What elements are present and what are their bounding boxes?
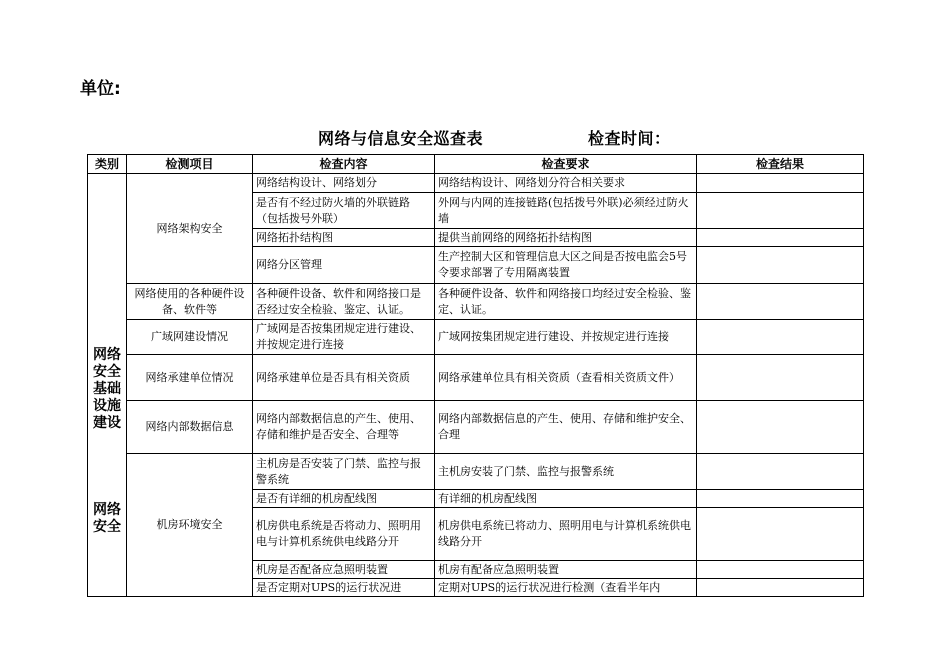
item-hardware-software: 网络使用的各种硬件设备、软件等	[127, 284, 253, 320]
item-contractor: 网络承建单位情况	[127, 355, 253, 401]
requirement-cell: 定期对UPS的运行状况进行检测（查看半年内	[435, 579, 697, 597]
column-header-item: 检测项目	[127, 155, 253, 174]
column-header-content: 检查内容	[253, 155, 435, 174]
content-cell: 网络内部数据信息的产生、使用、存储和维护是否安全、合理等	[253, 401, 435, 454]
result-cell[interactable]	[697, 561, 864, 579]
result-cell[interactable]	[697, 174, 864, 193]
requirement-cell: 网络内部数据信息的产生、使用、存储和维护安全、合理	[435, 401, 697, 454]
result-cell[interactable]	[697, 355, 864, 401]
requirement-cell: 生产控制大区和管理信息大区之间是否按电监会5号令要求部署了专用隔离装置	[435, 247, 697, 284]
result-cell[interactable]	[697, 508, 864, 561]
result-cell[interactable]	[697, 229, 864, 247]
document-title: 网络与信息安全巡查表	[318, 129, 484, 148]
table-row	[88, 355, 864, 401]
result-cell[interactable]	[697, 320, 864, 355]
content-cell: 是否定期对UPS的运行状况进	[253, 579, 435, 597]
item-network-architecture: 网络架构安全	[127, 174, 253, 284]
requirement-cell: 机房有配备应急照明装置	[435, 561, 697, 579]
content-cell: 网络结构设计、网络划分	[253, 174, 435, 193]
requirement-cell: 网络承建单位具有相关资质（查看相关资质文件）	[435, 355, 697, 401]
content-cell: 网络承建单位是否具有相关资质	[253, 355, 435, 401]
table-header-row	[88, 155, 864, 174]
content-cell: 网络拓扑结构图	[253, 229, 435, 247]
content-cell: 是否有详细的机房配线图	[253, 490, 435, 508]
item-machine-room: 机房环境安全	[127, 454, 253, 597]
content-cell: 是否有不经过防火墙的外联链路（包括拨号外联）	[253, 193, 435, 229]
requirement-cell: 主机房安装了门禁、监控与报警系统	[435, 454, 697, 490]
requirement-cell: 外网与内网的连接链路(包括拨号外联)必须经过防火墙	[435, 193, 697, 229]
category-cell	[88, 174, 127, 597]
content-cell: 各种硬件设备、软件和网络接口是否经过安全检验、鉴定、认证。	[253, 284, 435, 320]
category-network-security: 网络安全	[93, 501, 121, 535]
item-internal-data: 网络内部数据信息	[127, 401, 253, 454]
inspection-table	[87, 154, 864, 597]
requirement-cell: 网络结构设计、网络划分符合相关要求	[435, 174, 697, 193]
requirement-cell: 提供当前网络的网络拓扑结构图	[435, 229, 697, 247]
table-row	[88, 284, 864, 320]
requirement-cell: 广域网按集团规定进行建设、并按规定进行连接	[435, 320, 697, 355]
content-cell: 网络分区管理	[253, 247, 435, 284]
unit-label: 单位:	[80, 79, 121, 99]
content-cell: 广域网是否按集团规定进行建设、并按规定进行连接	[253, 320, 435, 355]
table-row	[88, 320, 864, 355]
category-infrastructure: 网络安全基础设施建设	[93, 346, 121, 431]
table-row	[88, 174, 864, 193]
result-cell[interactable]	[697, 247, 864, 284]
content-cell: 机房是否配备应急照明装置	[253, 561, 435, 579]
result-cell[interactable]	[697, 401, 864, 454]
column-header-result: 检查结果	[697, 155, 864, 174]
table-row	[88, 454, 864, 490]
result-cell[interactable]	[697, 193, 864, 229]
content-cell: 主机房是否安装了门禁、监控与报警系统	[253, 454, 435, 490]
result-cell[interactable]	[697, 490, 864, 508]
result-cell[interactable]	[697, 454, 864, 490]
column-header-category: 类别	[88, 155, 127, 174]
requirement-cell: 有详细的机房配线图	[435, 490, 697, 508]
requirement-cell: 各种硬件设备、软件和网络接口均经过安全检验、鉴定、认证。	[435, 284, 697, 320]
content-cell: 机房供电系统是否将动力、照明用电与计算机系统供电线路分开	[253, 508, 435, 561]
column-header-requirement: 检查要求	[435, 155, 697, 174]
requirement-cell: 机房供电系统已将动力、照明用电与计算机系统供电线路分开	[435, 508, 697, 561]
result-cell[interactable]	[697, 284, 864, 320]
inspection-time-label: 检查时间：	[588, 129, 671, 148]
item-wan-construction: 广域网建设情况	[127, 320, 253, 355]
table-row	[88, 401, 864, 454]
result-cell[interactable]	[697, 579, 864, 597]
